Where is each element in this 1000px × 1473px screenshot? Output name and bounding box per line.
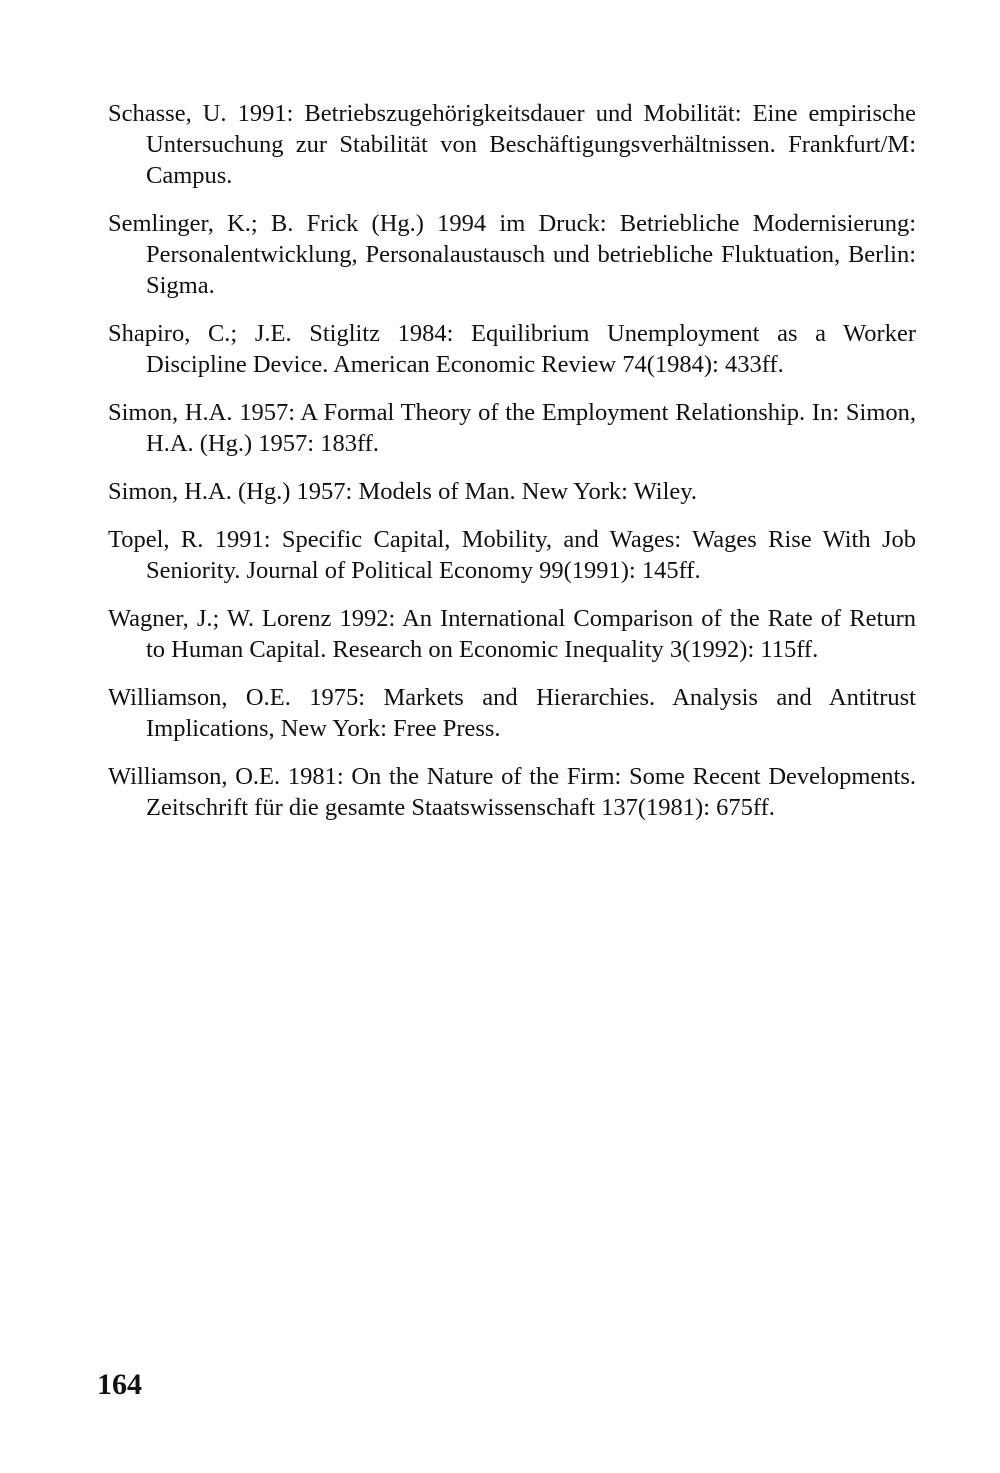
- reference-entry-williamson-1975: Williamson, O.E. 1975: Markets and Hierarchies. Analysis and Antitrust Implications, New York: Free Press.: [108, 684, 916, 742]
- reference-entry-semlinger-frick-1994: Semlinger, K.; B. Frick (Hg.) 1994 im Druck: Betriebliche Modernisierung: Personalentwicklung, Personalaustausch und betriebliche Fluktuation, Berlin: Sigma.: [108, 210, 916, 299]
- reference-list: [108, 98, 916, 840]
- page-number: 164: [97, 1368, 142, 1401]
- reference-entry-schasse-1991: Schasse, U. 1991: Betriebszugehörigkeitsdauer und Mobilität: Eine empirische Untersuchung zur Stabilität von Beschäftigungsverhältnissen. Frankfurt/M: Campus.: [108, 100, 916, 189]
- reference-entry-simon-1957-models-of-man: Simon, H.A. (Hg.) 1957: Models of Man. New York: Wiley.: [108, 478, 698, 505]
- reference-entry-wagner-lorenz-1992: Wagner, J.; W. Lorenz 1992: An International Comparison of the Rate of Return to Human Capital. Research on Economic Inequality 3(1992): 115ff.: [108, 605, 916, 663]
- reference-entry-williamson-1981: Williamson, O.E. 1981: On the Nature of the Firm: Some Recent Developments. Zeitschrift für die gesamte Staatswissenschaft 137(1981): 675ff.: [108, 763, 916, 821]
- reference-entry-shapiro-stiglitz-1984: Shapiro, C.; J.E. Stiglitz 1984: Equilibrium Unemployment as a Worker Discipline Device. American Economic Review 74(1984): 433ff.: [108, 320, 916, 378]
- reference-entry-simon-1957-formal-theory: Simon, H.A. 1957: A Formal Theory of the Employment Relationship. In: Simon, H.A. (Hg.) 1957: 183ff.: [108, 399, 916, 457]
- reference-entry-topel-1991: Topel, R. 1991: Specific Capital, Mobility, and Wages: Wages Rise With Job Seniority. Journal of Political Economy 99(1991): 145ff.: [108, 526, 916, 584]
